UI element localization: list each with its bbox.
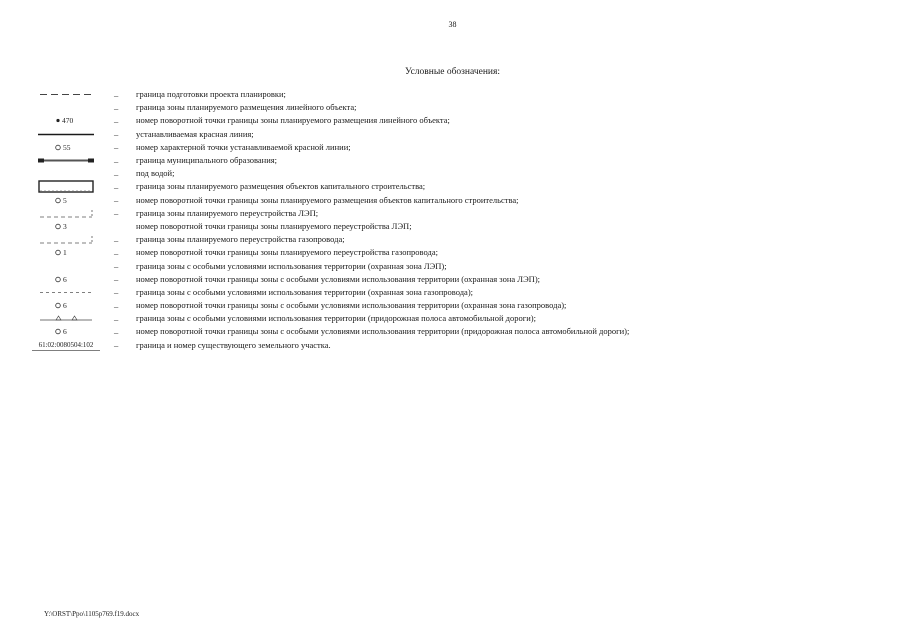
legend-row	[28, 114, 888, 127]
legend-text: устанавливаемая красная линия;	[136, 128, 254, 139]
legend-dash: –	[114, 115, 119, 126]
page-number: 38	[448, 20, 457, 29]
legend-text: номер поворотной точки границы зоны планируемого размещения линейного объекта;	[136, 115, 450, 126]
legend-text: номер поворотной точки границы зоны с особыми условиями использования территории (охранная зона газопровода);	[136, 300, 567, 311]
solid-red-line-icon	[28, 128, 104, 141]
dashed-bracket-icon	[28, 207, 104, 220]
legend-text: граница подготовки проекта планировки;	[136, 89, 286, 100]
legend-list	[28, 88, 888, 352]
point-label: 6	[63, 274, 67, 284]
legend-row	[28, 141, 888, 154]
legend-dash: –	[114, 287, 119, 298]
legend-text: номер поворотной точки границы зоны планируемого размещения объектов капитального строительства;	[136, 194, 519, 205]
legend-row	[28, 128, 888, 141]
legend-row	[28, 220, 888, 233]
legend-dash: –	[114, 208, 119, 219]
triangle-line-icon	[28, 312, 104, 325]
legend-dash: –	[114, 155, 119, 166]
legend-row	[28, 167, 888, 180]
legend-dash: –	[114, 195, 119, 206]
legend-text: граница зоны планируемого размещения объектов капитального строительства;	[136, 181, 426, 192]
legend-dash: –	[114, 313, 119, 324]
legend-row	[28, 233, 888, 246]
legend-dash: –	[114, 326, 119, 337]
legend-dash: –	[114, 181, 119, 192]
circle-point-icon	[28, 299, 104, 312]
legend-row	[28, 246, 888, 259]
legend-row	[28, 325, 888, 338]
legend-dash: –	[114, 300, 119, 311]
point-number-icon	[28, 114, 104, 127]
legend-text: граница зоны планируемого переустройства газопровода;	[136, 234, 345, 245]
point-label: 5	[63, 195, 67, 205]
legend-text: граница зоны с особыми условиями использования территории (придорожная полоса автомобильной дороги);	[136, 313, 536, 324]
legend-row	[28, 194, 888, 207]
legend-symbol-empty	[28, 101, 104, 114]
rectangle-zone-icon	[28, 180, 104, 193]
legend-dash: –	[114, 340, 119, 351]
legend-text: номер поворотной точки границы зоны планируемого переустройства газопровода;	[136, 247, 438, 258]
point-label: 470	[62, 116, 74, 126]
dashed-bracket-icon	[28, 233, 104, 246]
point-label: 3	[63, 221, 67, 231]
circle-point-icon	[28, 246, 104, 259]
legend-text: номер поворотной точки границы зоны с особыми условиями использования территории (охранная зона ЛЭП);	[136, 273, 541, 284]
parcel-label-icon	[28, 339, 104, 352]
legend-dash: –	[114, 129, 119, 140]
legend-text: номер поворотной точки границы зоны с особыми условиями использования территории (придорожная полоса автомобильной дороги);	[136, 326, 630, 337]
legend-text: граница и номер существующего земельного участка.	[136, 339, 331, 350]
parcel-label: 61:02:0080504:102	[38, 340, 94, 349]
legend-dash: –	[114, 142, 119, 153]
legend-symbol-empty	[28, 260, 104, 273]
legend-dash: –	[114, 102, 119, 113]
dashed-line-icon	[28, 88, 104, 101]
circle-point-icon	[28, 220, 104, 233]
legend-row	[28, 101, 888, 114]
circle-point-icon	[28, 141, 104, 154]
legend-title: Условные обозначения:	[404, 67, 500, 77]
legend-text: номер поворотной точки границы зоны планируемого переустройства ЛЭП;	[136, 220, 412, 231]
legend-row	[28, 299, 888, 312]
circle-point-icon	[28, 325, 104, 338]
legend-text: граница зоны планируемого размещения линейного объекта;	[136, 102, 357, 113]
legend-text: граница зоны с особыми условиями использования территории (охранная зона ЛЭП);	[136, 260, 447, 271]
legend-text: граница зоны с особыми условиями использования территории (охранная зона газопровода);	[136, 286, 474, 297]
point-label: 1	[63, 248, 67, 258]
legend-row	[28, 207, 888, 220]
municipal-boundary-icon	[28, 154, 104, 167]
legend-row	[28, 259, 888, 272]
legend-row	[28, 339, 888, 352]
legend-row	[28, 312, 888, 325]
circle-point-icon	[28, 273, 104, 286]
footer-file-path: Y:\ORST\Ppo\1105p769.f19.docx	[44, 610, 140, 618]
legend-row	[28, 88, 888, 101]
legend-text: номер характерной точки устанавливаемой красной линии;	[136, 141, 351, 152]
legend-dash: –	[114, 261, 119, 272]
legend-symbol-empty	[28, 167, 104, 180]
legend-row	[28, 273, 888, 286]
legend-dash: –	[114, 168, 119, 179]
legend-text: граница муниципального образования;	[136, 155, 278, 166]
point-label: 6	[63, 301, 67, 311]
circle-point-icon	[28, 194, 104, 207]
legend-dash: –	[114, 274, 119, 285]
point-label: 55	[63, 142, 71, 152]
legend-dash: –	[114, 247, 119, 258]
legend-dash: –	[114, 234, 119, 245]
legend-dash: –	[114, 89, 119, 100]
legend-text: граница зоны планируемого переустройства ЛЭП;	[136, 207, 319, 218]
fine-dashed-line-icon	[28, 286, 104, 299]
legend-row	[28, 154, 888, 167]
legend-row	[28, 180, 888, 193]
point-label: 6	[63, 327, 67, 337]
legend-row	[28, 286, 888, 299]
legend-text: под водой;	[136, 168, 175, 179]
